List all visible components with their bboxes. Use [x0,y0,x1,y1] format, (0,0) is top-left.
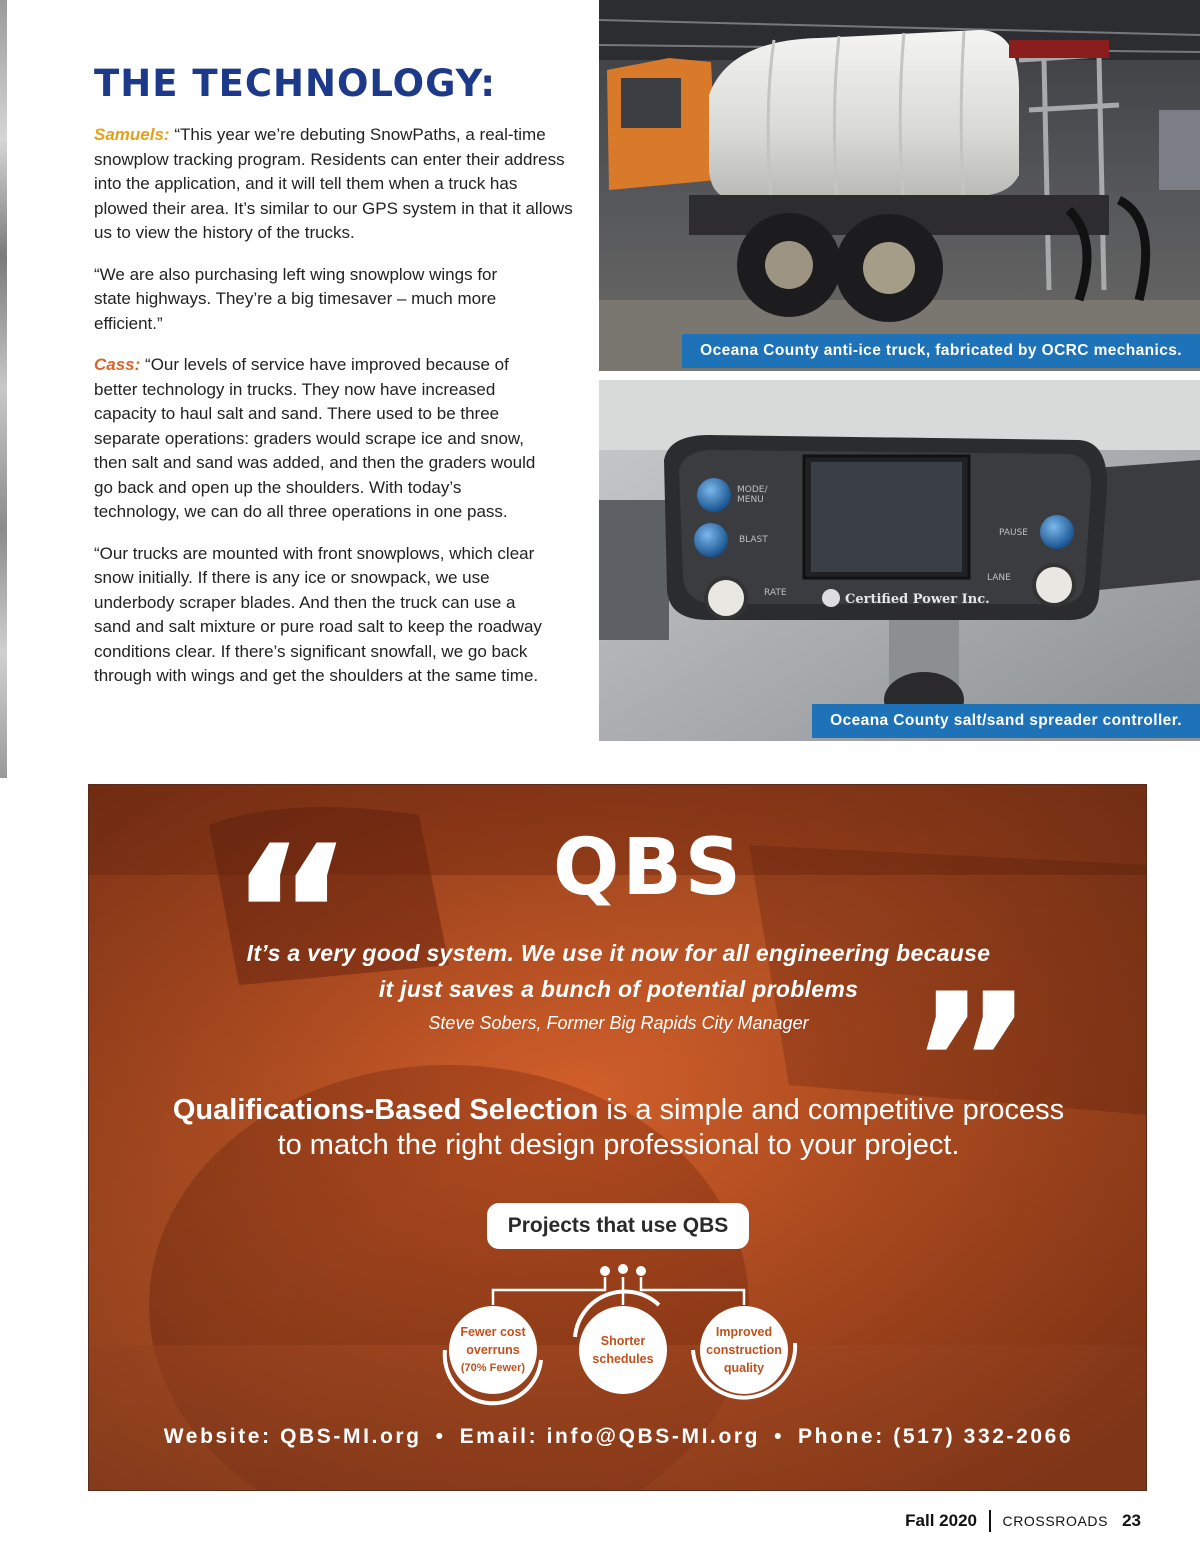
article-paragraph-1 [94,123,574,246]
qbs-title: QBS [553,823,744,913]
controller-brand: Certified Power Inc. [845,592,990,607]
left-edge-image-strip [0,0,7,778]
footer-divider [989,1510,991,1532]
blast-button [694,523,728,557]
benefit-fewer-cost-overruns: Fewer cost overruns (70% Fewer) [460,1325,526,1374]
mode-menu-button [697,478,731,512]
issue-season: Fall 2020 [905,1511,977,1530]
three-dots-connector [600,1264,646,1276]
close-quote-mark: ” [909,953,1034,1174]
qbs-advertisement [88,784,1147,1491]
contact-line [89,1425,1147,1449]
paragraph-text: “Our levels of service have improved because of better technology in trucks. They now have increased capacity to haul salt and sand. There used to be three separate operations: graders would scrape ice and snow, then salt and sand was added, and then the graders would go back and open up the shoulders. With today’s technology, we can do all three operations in one pass. [94,355,536,521]
article-column [94,62,574,706]
separator-dot: • [435,1425,446,1448]
open-quote-mark: “ [229,805,354,1026]
quote-line-1: It’s a very good system. We use it now for all engineering because [246,940,991,966]
truck-photo-caption: Oceana County anti-ice truck, fabricated by OCRC mechanics. [682,334,1200,368]
publication-name: CROSSROADS [1002,1513,1109,1529]
website-link[interactable]: Website: QBS-MI.org [163,1425,422,1448]
pause-label: PAUSE [999,528,1028,538]
article-paragraph-3 [94,353,544,525]
spreader-controller-photo [599,380,1200,741]
speaker-cass: Cass: [94,355,141,374]
pause-button [1040,515,1074,549]
pitch-line-2: to match the right design professional to your project. [277,1129,960,1161]
anti-ice-truck-photo [599,0,1200,371]
truck-illustration [599,0,1200,371]
projects-pill: Projects that use QBS [487,1203,749,1249]
paragraph-text: “This year we’re debuting SnowPaths, a real-time snowplow tracking program. Residents can enter their address into the application, and it will tell them when a truck has plowed their area. It’s similar to our GPS system in that it allows us to view the history of the trucks. [94,125,573,242]
article-title: THE TECHNOLOGY: [94,62,497,105]
rate-knob [706,578,746,618]
phone-link[interactable]: Phone: (517) 332-2066 [798,1425,1074,1448]
lane-label: LANE [987,573,1011,583]
mode-label: MODE/ [737,485,768,495]
benefits-diagram [89,785,1147,1491]
controller-illustration [599,380,1200,741]
controller-photo-caption: Oceana County salt/sand spreader controller. [812,704,1200,738]
page-footer [905,1510,1141,1532]
benefit-shorter-schedules: Shorter schedules [592,1334,654,1366]
separator-dot: • [774,1425,785,1448]
menu-label: MENU [737,495,764,505]
pitch-rest: is a simple and competitive process [598,1094,1065,1126]
pitch-bold: Qualifications-Based Selection [172,1094,599,1126]
rate-label: RATE [764,588,787,598]
benefit-improved-quality: Improved construction quality [706,1325,782,1375]
article-paragraph-4 [94,542,554,689]
quote-line-2: it just saves a bunch of potential problems [378,976,859,1002]
speaker-samuels: Samuels: [94,125,170,144]
paragraph-text: “Our trucks are mounted with front snowplows, which clear snow initially. If there is any ice or snowpack, we use underbody scraper blades. And then the truck can use a sand and salt mixture or pure road salt to keep the roadway conditions clear. If there’s significant snowfall, we go back through with wings and get the shoulders at the same time. [94,543,542,685]
quote-attribution: Steve Sobers, Former Big Rapids City Manager [428,1013,809,1033]
ad-content [89,785,1147,1491]
article-paragraph-2 [94,263,504,337]
email-link[interactable]: Email: info@QBS-MI.org [459,1425,761,1448]
blast-label: BLAST [739,535,768,545]
lane-knob [1034,565,1074,605]
paragraph-text: “We are also purchasing left wing snowplow wings for state highways. They’re a big timesaver – much more efficient.” [94,264,498,333]
page-number: 23 [1122,1511,1141,1530]
